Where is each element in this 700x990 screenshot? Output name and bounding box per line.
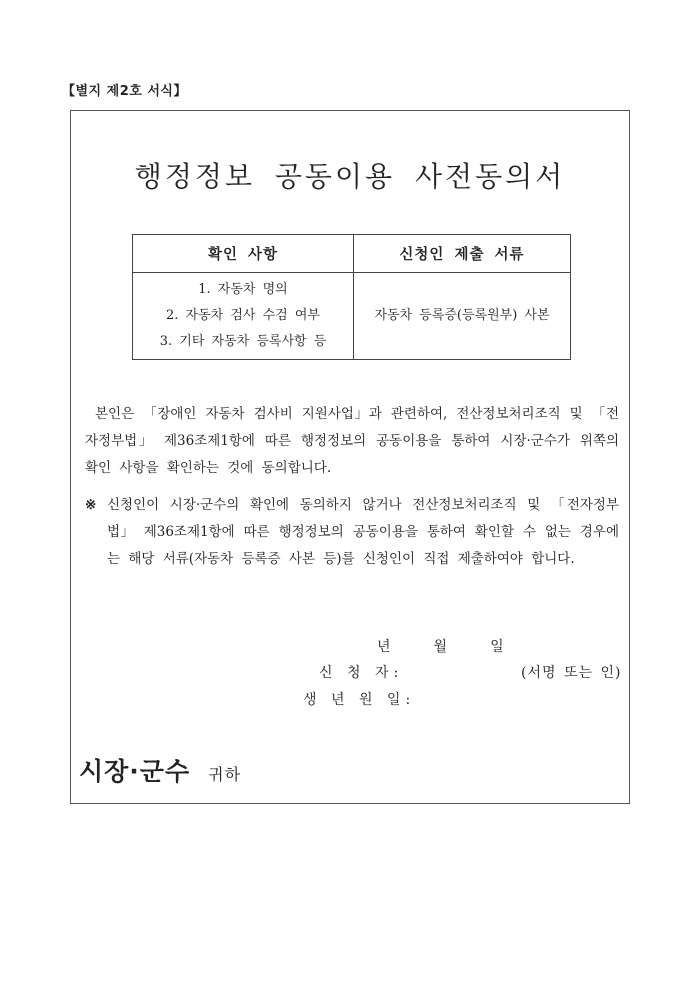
date-month-label: 월 bbox=[433, 639, 448, 655]
birthdate-line bbox=[303, 689, 415, 709]
check-item: 2. 자동차 검사 수검 여부 bbox=[166, 308, 320, 323]
form-number-label: 【별지 제2호 서식】 bbox=[62, 84, 187, 99]
table-row bbox=[133, 273, 571, 360]
applicant-line bbox=[319, 662, 629, 682]
submit-documents-cell: 자동차 등록증(등록원부) 사본 bbox=[354, 273, 571, 360]
addressee-suffix: 귀하 bbox=[208, 765, 242, 784]
signature-hint: (서명 또는 인) bbox=[521, 665, 622, 681]
note-paragraph bbox=[85, 492, 619, 573]
header-submit-documents: 신청인 제출 서류 bbox=[354, 235, 571, 273]
date-line bbox=[377, 636, 547, 656]
note-text: 신청인이 시장·군수의 확인에 동의하지 않거나 전산정보처리조직 및 「전자정부법」 제36조제1항에 따른 행정정보의 공동이용을 통하여 확인할 수 없는 경우에는 해당 서류(자동차 등록증 사본 등)를 신청인이 직접 제출하여야 합니다. bbox=[107, 497, 619, 567]
verification-table bbox=[132, 234, 571, 360]
document-title: 행정정보 공동이용 사전동의서 bbox=[134, 160, 566, 193]
reference-mark-icon: ※ bbox=[85, 497, 97, 513]
header-check-items: 확인 사항 bbox=[133, 235, 354, 273]
check-item: 3. 기타 자동차 등록사항 등 bbox=[159, 334, 327, 349]
birthdate-label: 생 년 원 일: bbox=[303, 692, 416, 708]
consent-paragraph: 본인은 「장애인 자동차 검사비 지원사업」과 관련하여, 전산정보처리조직 및 「전자정부법」 제36조제1항에 따른 행정정보의 공동이용을 통하여 시장·군수가 위쪽의 확인 사항을 확인하는 것에 동의합니다. bbox=[85, 406, 619, 476]
addressee bbox=[79, 752, 241, 788]
addressee-name: 시장·군수 bbox=[79, 757, 191, 786]
table-header-row bbox=[133, 235, 571, 273]
consent-form-frame bbox=[70, 110, 630, 804]
date-day-label: 일 bbox=[490, 639, 504, 655]
check-items-cell bbox=[133, 273, 354, 360]
check-item: 1. 자동차 명의 bbox=[198, 282, 288, 297]
date-year-label: 년 bbox=[377, 639, 391, 655]
applicant-label: 신 청 자: bbox=[319, 665, 404, 681]
